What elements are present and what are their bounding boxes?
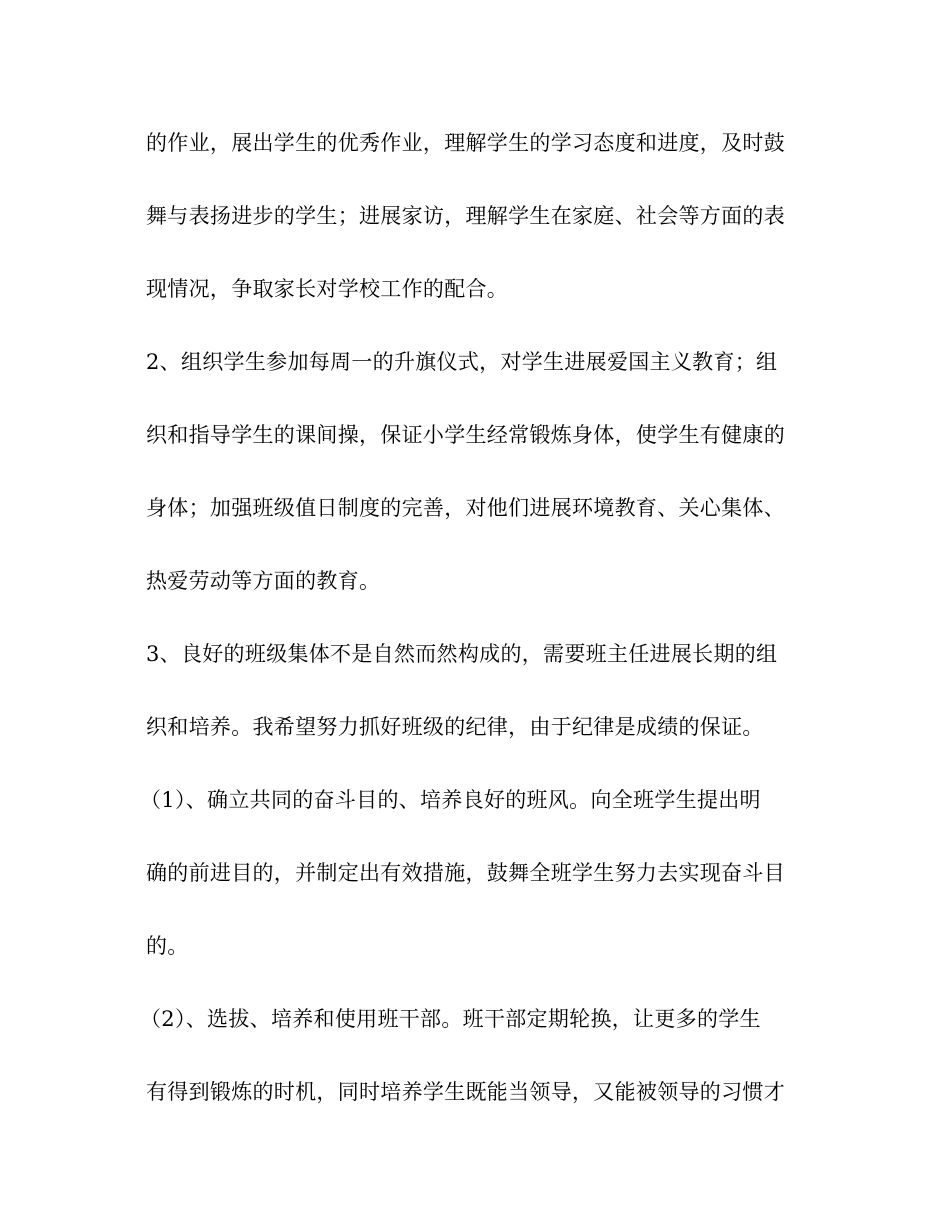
- text-line: （2）、选拔、培养和使用班干部。班干部定期轮换，让更多的学生: [140, 1007, 761, 1031]
- text-line: 舞与表扬进步的学生；进展家访，理解学生在家庭、社会等方面的表: [146, 204, 785, 228]
- text-line: 织和培养。我希望努力抓好班级的纪律，由于纪律是成绩的保证。: [146, 715, 764, 739]
- text-line: 3、良好的班级集体不是自然而然构成的，需要班主任进展长期的组: [146, 642, 778, 666]
- text-line: 确的前进目的，并制定出有效措施，鼓舞全班学生努力去实现奋斗目: [146, 861, 785, 885]
- text-line: 的作业，展出学生的优秀作业，理解学生的学习态度和进度，及时鼓: [146, 131, 785, 155]
- text-line: 织和指导学生的课间操，保证小学生经常锻炼身体，使学生有健康的: [146, 423, 785, 447]
- text-line: 2、组织学生参加每周一的升旗仪式，对学生进展爱国主义教育；组: [146, 350, 778, 374]
- text-line: 热爱劳动等方面的教育。: [146, 569, 381, 593]
- text-line: 身体；加强班级值日制度的完善，对他们进展环境教育、关心集体、: [146, 496, 785, 520]
- text-line: （1）、确立共同的奋斗目的、培养良好的班风。向全班学生提出明: [140, 788, 761, 812]
- text-line: 有得到锻炼的时机，同时培养学生既能当领导，又能被领导的习惯才: [146, 1080, 785, 1104]
- text-line: 现情况，争取家长对学校工作的配合。: [146, 277, 509, 301]
- text-line: 的。: [146, 934, 189, 958]
